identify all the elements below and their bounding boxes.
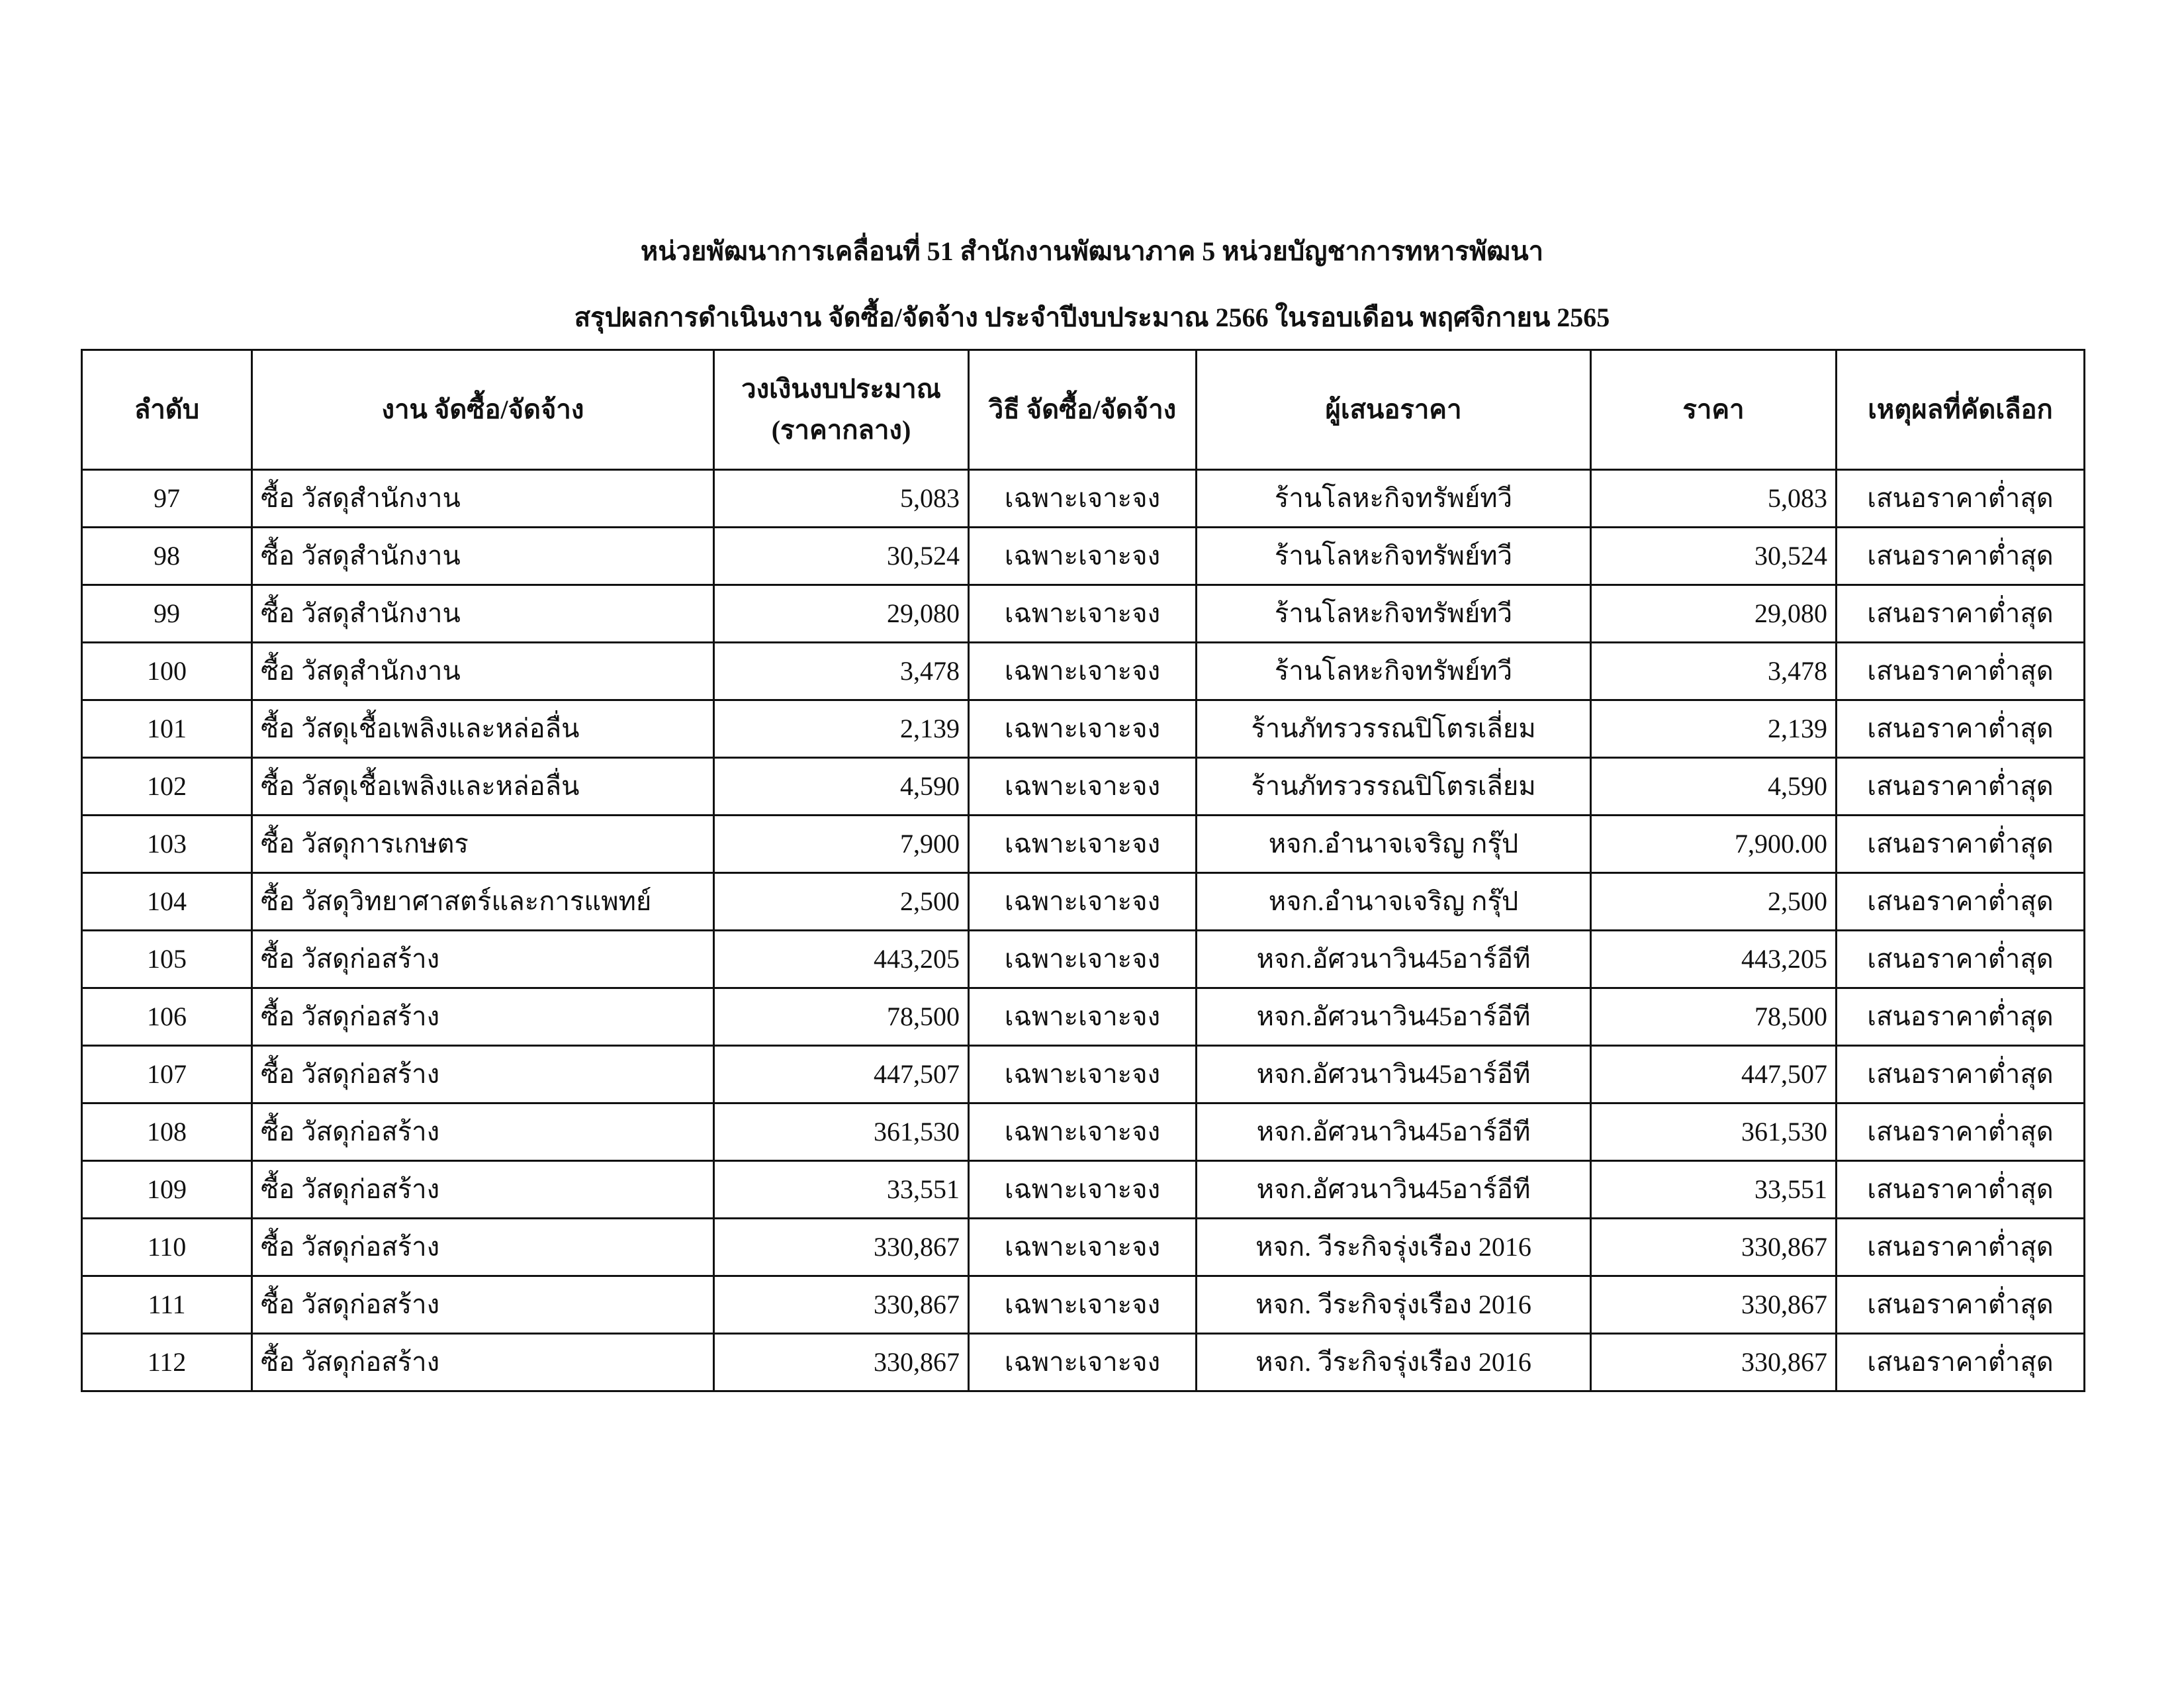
cell-budget: 33,551 <box>714 1161 969 1219</box>
cell-no: 101 <box>82 700 252 758</box>
cell-reason: เสนอราคาต่ำสุด <box>1837 470 2085 528</box>
cell-no: 110 <box>82 1219 252 1276</box>
cell-no: 102 <box>82 758 252 816</box>
cell-reason: เสนอราคาต่ำสุด <box>1837 1276 2085 1334</box>
header-budget-line-1: วงเงินงบประมาณ <box>741 374 941 404</box>
cell-budget: 330,867 <box>714 1276 969 1334</box>
cell-vendor: ร้านโลหะกิจทรัพย์ทวี <box>1197 528 1591 585</box>
cell-price: 447,507 <box>1591 1046 1837 1103</box>
cell-method: เฉพาะเจาะจง <box>969 1103 1197 1161</box>
header-item: งาน จัดซื้อ/จัดจ้าง <box>252 350 714 470</box>
cell-method: เฉพาะเจาะจง <box>969 931 1197 988</box>
cell-budget: 5,083 <box>714 470 969 528</box>
cell-reason: เสนอราคาต่ำสุด <box>1837 873 2085 931</box>
cell-price: 330,867 <box>1591 1334 1837 1391</box>
cell-no: 108 <box>82 1103 252 1161</box>
cell-budget: 30,524 <box>714 528 969 585</box>
cell-budget: 2,139 <box>714 700 969 758</box>
cell-method: เฉพาะเจาะจง <box>969 470 1197 528</box>
cell-budget: 3,478 <box>714 643 969 700</box>
cell-vendor: หจก.อัศวนาวิน45อาร์อีที <box>1197 988 1591 1046</box>
cell-no: 106 <box>82 988 252 1046</box>
cell-item: ซื้อ วัสดุสำนักงาน <box>252 528 714 585</box>
cell-method: เฉพาะเจาะจง <box>969 585 1197 643</box>
cell-price: 2,500 <box>1591 873 1837 931</box>
cell-price: 7,900.00 <box>1591 816 1837 873</box>
cell-method: เฉพาะเจาะจง <box>969 758 1197 816</box>
cell-reason: เสนอราคาต่ำสุด <box>1837 585 2085 643</box>
table-row <box>82 470 2085 528</box>
cell-no: 112 <box>82 1334 252 1391</box>
table-row <box>82 816 2085 873</box>
table-row <box>82 1046 2085 1103</box>
document-title: หน่วยพัฒนาการเคลื่อนที่ 51 สำนักงานพัฒนาภาค 5 หน่วยบัญชาการทหารพัฒนา <box>640 236 1544 266</box>
header-budget-line-2: (ราคากลาง) <box>771 415 911 445</box>
cell-no: 98 <box>82 528 252 585</box>
cell-reason: เสนอราคาต่ำสุด <box>1837 816 2085 873</box>
table-row <box>82 1219 2085 1276</box>
table-row <box>82 873 2085 931</box>
cell-budget: 330,867 <box>714 1219 969 1276</box>
cell-reason: เสนอราคาต่ำสุด <box>1837 700 2085 758</box>
table-row <box>82 1276 2085 1334</box>
document-subtitle: สรุปผลการดำเนินงาน จัดซื้อ/จัดจ้าง ประจำปีงบประมาณ 2566 ในรอบเดือน พฤศจิกายน 2565 <box>574 303 1610 332</box>
header-vendor: ผู้เสนอราคา <box>1197 350 1591 470</box>
cell-no: 107 <box>82 1046 252 1103</box>
cell-method: เฉพาะเจาะจง <box>969 643 1197 700</box>
header-no: ลำดับ <box>82 350 252 470</box>
cell-price: 4,590 <box>1591 758 1837 816</box>
cell-no: 104 <box>82 873 252 931</box>
cell-no: 109 <box>82 1161 252 1219</box>
cell-price: 3,478 <box>1591 643 1837 700</box>
cell-reason: เสนอราคาต่ำสุด <box>1837 643 2085 700</box>
cell-budget: 29,080 <box>714 585 969 643</box>
cell-item: ซื้อ วัสดุสำนักงาน <box>252 643 714 700</box>
cell-budget: 361,530 <box>714 1103 969 1161</box>
cell-no: 100 <box>82 643 252 700</box>
cell-vendor: หจก. วีระกิจรุ่งเรือง 2016 <box>1197 1334 1591 1391</box>
cell-budget: 4,590 <box>714 758 969 816</box>
header-budget <box>714 350 969 470</box>
cell-vendor: หจก. วีระกิจรุ่งเรือง 2016 <box>1197 1219 1591 1276</box>
cell-item: ซื้อ วัสดุสำนักงาน <box>252 470 714 528</box>
cell-item: ซื้อ วัสดุก่อสร้าง <box>252 931 714 988</box>
cell-vendor: หจก.อำนาจเจริญ กรุ๊ป <box>1197 816 1591 873</box>
cell-no: 111 <box>82 1276 252 1334</box>
cell-item: ซื้อ วัสดุสำนักงาน <box>252 585 714 643</box>
cell-price: 361,530 <box>1591 1103 1837 1161</box>
cell-method: เฉพาะเจาะจง <box>969 1219 1197 1276</box>
cell-item: ซื้อ วัสดุก่อสร้าง <box>252 1161 714 1219</box>
cell-reason: เสนอราคาต่ำสุด <box>1837 1334 2085 1391</box>
cell-price: 5,083 <box>1591 470 1837 528</box>
cell-no: 105 <box>82 931 252 988</box>
cell-budget: 443,205 <box>714 931 969 988</box>
table-row <box>82 585 2085 643</box>
cell-method: เฉพาะเจาะจง <box>969 528 1197 585</box>
cell-method: เฉพาะเจาะจง <box>969 1046 1197 1103</box>
cell-no: 103 <box>82 816 252 873</box>
cell-vendor: หจก. วีระกิจรุ่งเรือง 2016 <box>1197 1276 1591 1334</box>
cell-item: ซื้อ วัสดุวิทยาศาสตร์และการแพทย์ <box>252 873 714 931</box>
table-row <box>82 1103 2085 1161</box>
cell-item: ซื้อ วัสดุการเกษตร <box>252 816 714 873</box>
table-body <box>82 470 2085 1391</box>
cell-price: 33,551 <box>1591 1161 1837 1219</box>
cell-vendor: ร้านภัทรวรรณปิโตรเลี่ยม <box>1197 758 1591 816</box>
header-reason: เหตุผลที่คัดเลือก <box>1837 350 2085 470</box>
table-row <box>82 1334 2085 1391</box>
table-row <box>82 988 2085 1046</box>
cell-method: เฉพาะเจาะจง <box>969 1276 1197 1334</box>
procurement-table <box>81 349 2085 1392</box>
cell-item: ซื้อ วัสดุก่อสร้าง <box>252 1219 714 1276</box>
cell-budget: 78,500 <box>714 988 969 1046</box>
cell-price: 443,205 <box>1591 931 1837 988</box>
table-row <box>82 931 2085 988</box>
header-method: วิธี จัดซื้อ/จัดจ้าง <box>969 350 1197 470</box>
cell-budget: 447,507 <box>714 1046 969 1103</box>
cell-budget: 330,867 <box>714 1334 969 1391</box>
cell-vendor: หจก.อัศวนาวิน45อาร์อีที <box>1197 931 1591 988</box>
cell-reason: เสนอราคาต่ำสุด <box>1837 988 2085 1046</box>
cell-reason: เสนอราคาต่ำสุด <box>1837 1103 2085 1161</box>
cell-item: ซื้อ วัสดุก่อสร้าง <box>252 988 714 1046</box>
cell-budget: 2,500 <box>714 873 969 931</box>
cell-reason: เสนอราคาต่ำสุด <box>1837 931 2085 988</box>
table-row <box>82 1161 2085 1219</box>
cell-price: 330,867 <box>1591 1219 1837 1276</box>
cell-item: ซื้อ วัสดุก่อสร้าง <box>252 1103 714 1161</box>
cell-item: ซื้อ วัสดุเชื้อเพลิงและหล่อลื่น <box>252 700 714 758</box>
cell-reason: เสนอราคาต่ำสุด <box>1837 1161 2085 1219</box>
cell-method: เฉพาะเจาะจง <box>969 1161 1197 1219</box>
cell-price: 330,867 <box>1591 1276 1837 1334</box>
cell-method: เฉพาะเจาะจง <box>969 1334 1197 1391</box>
cell-reason: เสนอราคาต่ำสุด <box>1837 1219 2085 1276</box>
cell-item: ซื้อ วัสดุก่อสร้าง <box>252 1276 714 1334</box>
cell-method: เฉพาะเจาะจง <box>969 873 1197 931</box>
cell-vendor: ร้านโลหะกิจทรัพย์ทวี <box>1197 585 1591 643</box>
cell-price: 29,080 <box>1591 585 1837 643</box>
cell-price: 2,139 <box>1591 700 1837 758</box>
cell-item: ซื้อ วัสดุเชื้อเพลิงและหล่อลื่น <box>252 758 714 816</box>
cell-no: 97 <box>82 470 252 528</box>
cell-method: เฉพาะเจาะจง <box>969 816 1197 873</box>
cell-budget: 7,900 <box>714 816 969 873</box>
cell-reason: เสนอราคาต่ำสุด <box>1837 758 2085 816</box>
table-row <box>82 643 2085 700</box>
cell-item: ซื้อ วัสดุก่อสร้าง <box>252 1334 714 1391</box>
cell-price: 78,500 <box>1591 988 1837 1046</box>
cell-reason: เสนอราคาต่ำสุด <box>1837 528 2085 585</box>
cell-reason: เสนอราคาต่ำสุด <box>1837 1046 2085 1103</box>
cell-no: 99 <box>82 585 252 643</box>
cell-item: ซื้อ วัสดุก่อสร้าง <box>252 1046 714 1103</box>
cell-method: เฉพาะเจาะจง <box>969 700 1197 758</box>
cell-vendor: ร้านโลหะกิจทรัพย์ทวี <box>1197 470 1591 528</box>
cell-vendor: หจก.อัศวนาวิน45อาร์อีที <box>1197 1161 1591 1219</box>
cell-vendor: หจก.อัศวนาวิน45อาร์อีที <box>1197 1046 1591 1103</box>
header-price: ราคา <box>1591 350 1837 470</box>
table-row <box>82 758 2085 816</box>
cell-price: 30,524 <box>1591 528 1837 585</box>
cell-vendor: หจก.อำนาจเจริญ กรุ๊ป <box>1197 873 1591 931</box>
cell-method: เฉพาะเจาะจง <box>969 988 1197 1046</box>
cell-vendor: หจก.อัศวนาวิน45อาร์อีที <box>1197 1103 1591 1161</box>
table-row <box>82 700 2085 758</box>
cell-vendor: ร้านโลหะกิจทรัพย์ทวี <box>1197 643 1591 700</box>
cell-vendor: ร้านภัทรวรรณปิโตรเลี่ยม <box>1197 700 1591 758</box>
table-row <box>82 528 2085 585</box>
table-header-row <box>82 350 2085 470</box>
